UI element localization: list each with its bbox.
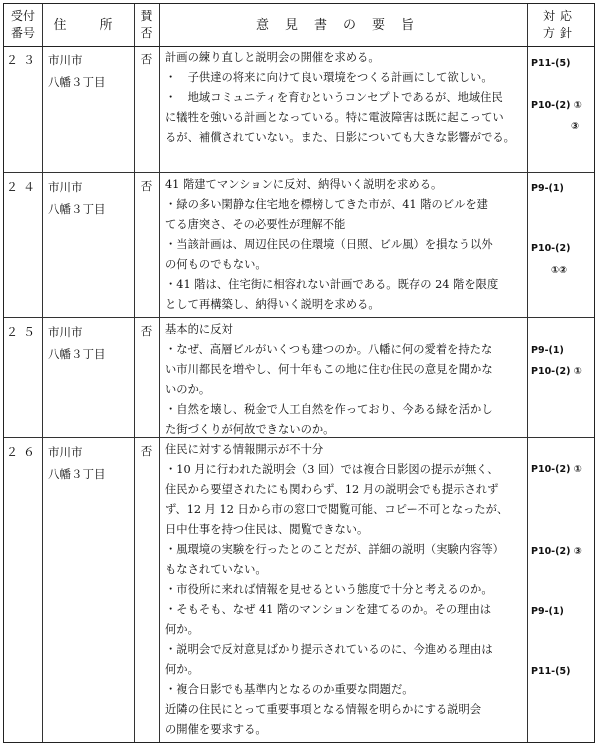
column-divider: [134, 4, 135, 742]
header-approval-line2: 否: [140, 26, 153, 40]
header-number-line1: 受付: [10, 9, 35, 23]
row-address: 市川市 八幡３丁目: [48, 53, 106, 89]
row-summary: 計画の練り直しと説明会の開催を求める。 ・ 子供達の将来に向けて良い環境をつくる計画にして欲しい。 ・ 地域コミュニティを育むというコンセプトであるが、地域住民 に犠牲を強いる計画となっている。特に電波障害は既に起こってい るが、補償されていない。また、日影についても大きな影響がでる。: [165, 51, 515, 144]
row-address: 市川市 八幡３丁目: [48, 445, 106, 481]
row-summary: 住民に対する情報開示が不十分 ・10 月に行われた説明会（3 回）では複合日影図の提示が無く、 住民から要望されたにも関わらず、12 月の説明会でも提示されず ず、12 月 12 日から市の窓口で閲覧可能、コピー不可となったが、 日中仕事を持つ住民は、閲覧できない。 ・風環境の実験を行ったとのことだが、詳細の説明（実験内容等） もなされていない。 ・市役所に来れば情報を見せるという態度で十分と考えるのか。 ・そもそも、なぜ 41 階のマンションを建てるのか。その理由は 何か。 ・説明会で反対意見ばかり提示されているのに、今進める理由は 何か。 ・複合日影でも基準内となるのか重要な問題だ。 近隣の住民にとって重要事項となる情報を明らかにする説明会 の開催を要求する。: [165, 443, 509, 736]
column-divider: [42, 4, 43, 742]
header-response-line1: 対応: [542, 9, 577, 23]
row-response: P9-(1) P10-(2) ①: [531, 345, 582, 377]
row-response: P9-(1) P10-(2) ①②: [531, 183, 571, 276]
opinion-table: [3, 3, 595, 743]
header-number: [4, 4, 42, 46]
row-number: ２６: [5, 445, 40, 459]
header-number-line2: 番号: [10, 26, 35, 40]
row-approval: 否: [140, 179, 153, 193]
row-approval: 否: [140, 444, 153, 458]
header-address: 住 所: [53, 17, 123, 33]
header-summary: 意見書の要旨: [255, 17, 430, 33]
row-response: P10-(2) ① P10-(2) ③ P9-(1) P11-(5): [531, 464, 582, 677]
header-response: [527, 4, 593, 46]
row-divider: [4, 172, 594, 173]
row-number: ２４: [5, 180, 40, 194]
row-response: P11-(5) P10-(2) ① ③: [531, 58, 582, 132]
row-approval: 否: [140, 324, 153, 338]
row-number: ２５: [5, 325, 40, 339]
row-divider: [4, 46, 594, 47]
row-approval: 否: [140, 52, 153, 66]
header-response-line2: 方針: [542, 26, 577, 40]
row-summary: 基本的に反対 ・なぜ、高層ビルがいくつも建つのか。八幡に何の愛着を持たな い市川都民を増やし、何十年もこの地に住む住民の意見を聞かな いのか。 ・自然を壊し、税金で人工自然を作っており、今ある緑を活かし た街づくりが何故できないのか。: [165, 323, 493, 436]
header-approval: [134, 4, 159, 46]
header-approval-line1: 賛: [140, 9, 153, 23]
row-address: 市川市 八幡３丁目: [48, 325, 106, 361]
row-address: 市川市 八幡３丁目: [48, 180, 106, 216]
row-divider: [4, 317, 594, 318]
row-summary: 41 階建てマンションに反対、納得いく説明を求める。 ・緑の多い閑静な住宅地を標榜してきた市が、41 階のビルを建 てる唐突さ、その必要性が理解不能 ・当該計画は、周辺住民の住環境（日照、ビル風）を損なう以外 の何ものでもない。 ・41 階は、住宅街に相容れない計画である。既存の 24 階を限度 として再構築し、納得いく説明を求める。: [165, 178, 499, 311]
row-number: ２３: [5, 53, 40, 67]
